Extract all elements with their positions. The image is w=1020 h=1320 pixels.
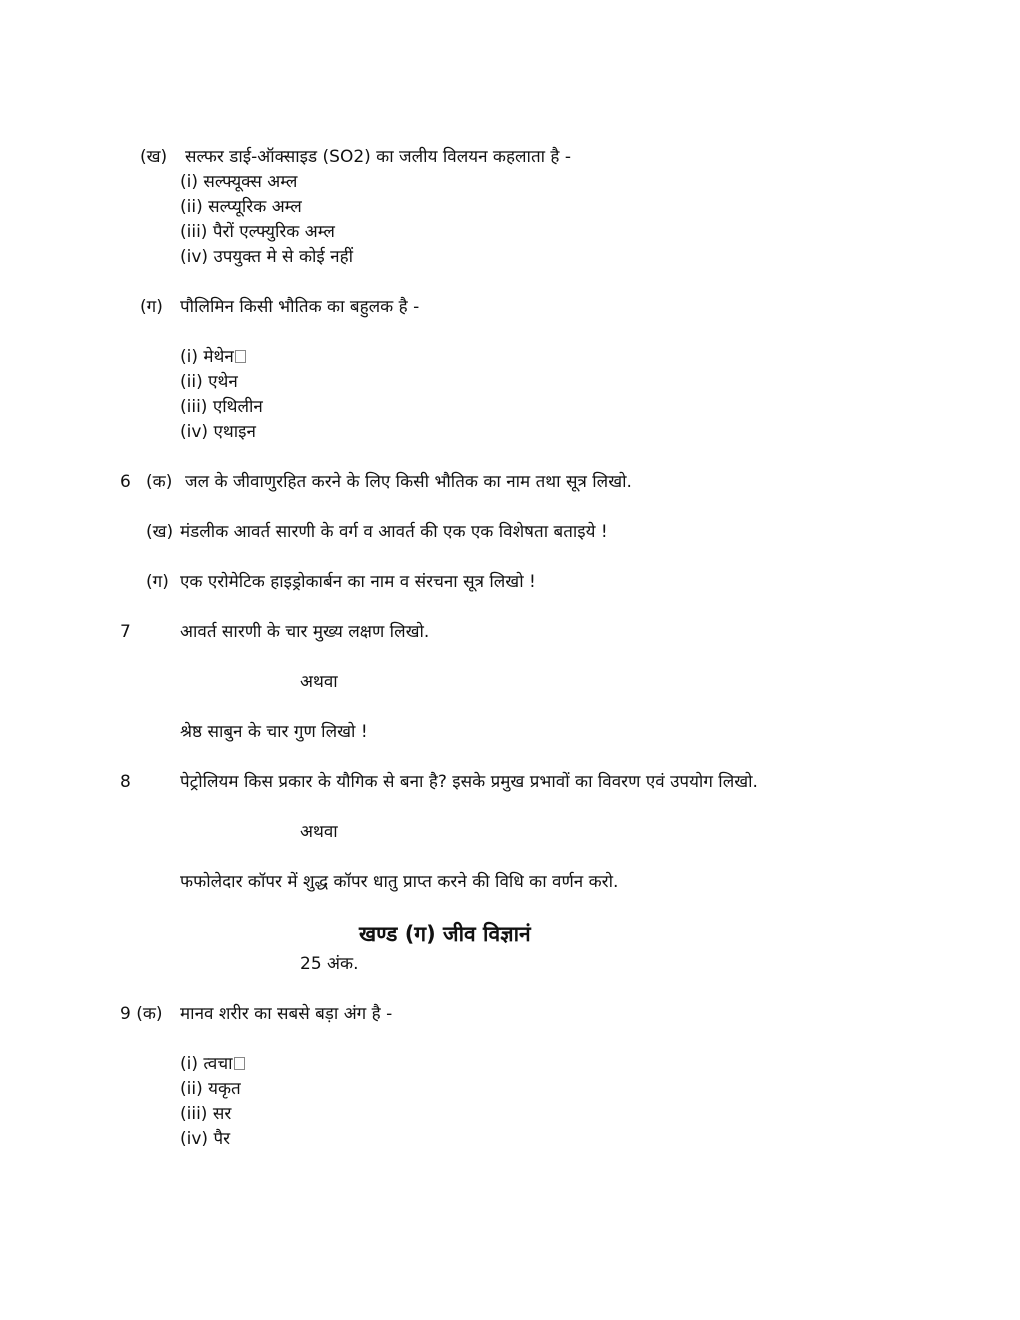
question-5c-text: पौलिमिन किसी भौतिक का बहुलक है - (180, 297, 420, 317)
question-6-number: 6 (120, 472, 131, 492)
question-5b-label: (ख) (140, 147, 168, 167)
option-9-ii: (ii) यकृत (180, 1079, 241, 1099)
question-7-number: 7 (120, 622, 131, 642)
question-8-number: 8 (120, 772, 131, 792)
question-7-or: अथवा (300, 672, 338, 692)
question-6a-label: (क) (146, 472, 173, 492)
question-8-or: अथवा (300, 822, 338, 842)
option-5c-iii: (iii) एथिलीन (180, 397, 263, 417)
question-6b-label: (ख) (146, 522, 174, 542)
option-5b-iii: (iii) पैरों एल्फ्युरिक अम्ल (180, 222, 335, 242)
question-8-text: पेट्रोलियम किस प्रकार के यौगिक से बना है? इसके प्रमुख प्रभावों का विवरण एवं उपयोग लिखो. (180, 772, 758, 792)
question-7-text: आवर्त सारणी के चार मुख्य लक्षण लिखो. (180, 622, 430, 642)
section-marks: 25 अंक. (300, 954, 359, 974)
section-title: खण्ड (ग) जीव विज्ञानं (359, 922, 531, 946)
option-5b-i: (i) सल्फ्यूक्स अम्ल (180, 172, 298, 192)
option-5c-i-wrap (180, 346, 246, 368)
option-5b-ii: (ii) सल्प्यूरिक अम्ल (180, 197, 302, 217)
question-6b-text: मंडलीक आवर्त सारणी के वर्ग व आवर्त की एक एक विशेषता बताइये ! (180, 522, 608, 542)
option-9-i-wrap (180, 1053, 245, 1075)
option-5c-iv: (iv) एथाइन (180, 422, 256, 442)
question-9-text: मानव शरीर का सबसे बड़ा अंग है - (180, 1004, 393, 1024)
question-6c-label: (ग) (146, 572, 169, 592)
question-9-number: 9 (क) (120, 1004, 163, 1024)
question-6a-text: जल के जीवाणुरहित करने के लिए किसी भौतिक का नाम तथा सूत्र लिखो. (185, 472, 632, 492)
question-6c-text: एक एरोमेटिक हाइड्रोकार्बन का नाम व संरचना सूत्र लिखो ! (180, 572, 536, 592)
option-5c-i: (i) मेथेन (180, 347, 234, 367)
missing-glyph-box-icon (235, 350, 246, 363)
option-9-i: (i) त्वचा (180, 1054, 233, 1074)
option-9-iii: (iii) सर (180, 1104, 232, 1124)
missing-glyph-box-icon (234, 1057, 245, 1070)
question-7-alt: श्रेष्ठ साबुन के चार गुण लिखो ! (180, 722, 368, 742)
option-5b-iv: (iv) उपयुक्त मे से कोई नहीं (180, 247, 354, 267)
question-5c-label: (ग) (140, 297, 163, 317)
question-5b-text: सल्फर डाई-ऑक्साइड (SO2) का जलीय विलयन कहलाता है - (185, 147, 572, 167)
option-9-iv: (iv) पैर (180, 1129, 231, 1149)
question-8-alt: फफोलेदार कॉपर में शुद्ध कॉपर धातु प्राप्त करने की विधि का वर्णन करो. (180, 872, 619, 892)
option-5c-ii: (ii) एथेन (180, 372, 238, 392)
